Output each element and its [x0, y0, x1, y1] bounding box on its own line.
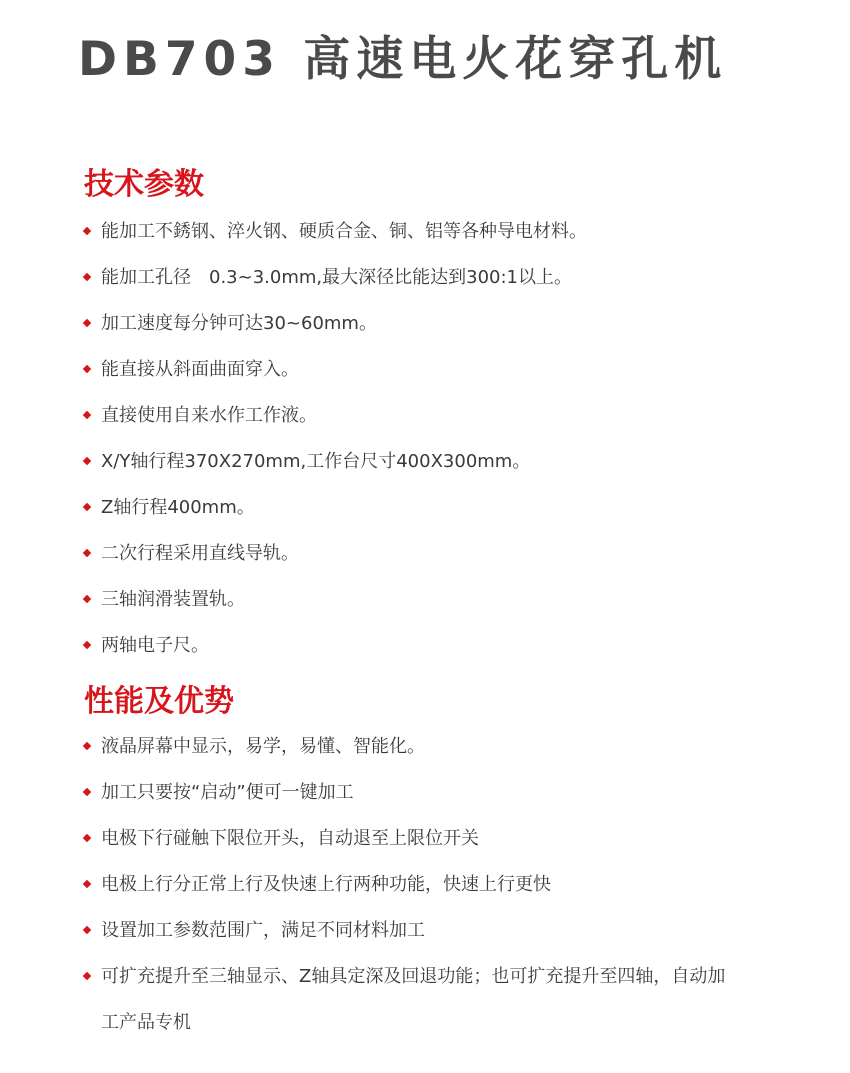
list-item-text: 能加工孔径 0.3~3.0mm,最大深径比能达到300:1以上。 [101, 267, 572, 288]
diamond-bullet-icon [83, 503, 91, 511]
list-item-text: 设置加工参数范围广，满足不同材料加工 [101, 920, 425, 941]
list-item-text: 三轴润滑装置轨。 [101, 589, 245, 610]
list-item [84, 816, 741, 862]
list-item [84, 485, 587, 531]
diamond-bullet-icon [83, 227, 91, 235]
advantages-list [84, 724, 741, 1046]
list-item-text: 加工只要按“启动”便可一键加工 [101, 782, 354, 803]
list-item [84, 623, 587, 669]
diamond-bullet-icon [83, 788, 91, 796]
diamond-bullet-icon [83, 457, 91, 465]
list-item-text: 可扩充提升至三轴显示、Z轴具定深及回退功能；也可扩充提升至四轴，自动加工产品专机 [101, 966, 726, 1033]
list-item [84, 439, 587, 485]
list-item-text: 加工速度每分钟可达30~60mm。 [101, 313, 377, 334]
list-item [84, 393, 587, 439]
diamond-bullet-icon [83, 273, 91, 281]
diamond-bullet-icon [83, 595, 91, 603]
list-item-text: 两轴电子尺。 [101, 635, 209, 656]
list-item [84, 770, 741, 816]
diamond-bullet-icon [83, 365, 91, 373]
diamond-bullet-icon [83, 319, 91, 327]
list-item [84, 255, 587, 301]
list-item-text: Z轴行程400mm。 [101, 497, 255, 518]
list-item-text: 电极上行分正常上行及快速上行两种功能，快速上行更快 [101, 874, 551, 895]
list-item-text: X/Y轴行程370X270mm,工作台尺寸400X300mm。 [101, 451, 531, 472]
page-title: DB703 高速电火花穿孔机 [78, 32, 728, 87]
list-item [84, 347, 587, 393]
list-item-text: 能直接从斜面曲面穿入。 [101, 359, 299, 380]
list-item-text: 直接使用自来水作工作液。 [101, 405, 317, 426]
diamond-bullet-icon [83, 411, 91, 419]
list-item-text: 液晶屏幕中显示，易学，易懂、智能化。 [101, 736, 425, 757]
list-item [84, 908, 741, 954]
list-item-text: 能加工不銹钢、淬火钢、硬质合金、铜、铝等各种导电材料。 [101, 221, 587, 242]
tech-params-list [84, 209, 587, 669]
list-item [84, 209, 587, 255]
list-item [84, 954, 741, 1046]
list-item-text: 电极下行碰触下限位开头，自动退至上限位开关 [101, 828, 479, 849]
diamond-bullet-icon [83, 742, 91, 750]
list-item [84, 531, 587, 577]
diamond-bullet-icon [83, 880, 91, 888]
list-item [84, 724, 741, 770]
list-item-text: 二次行程采用直线导轨。 [101, 543, 299, 564]
list-item [84, 577, 587, 623]
list-item [84, 862, 741, 908]
diamond-bullet-icon [83, 972, 91, 980]
diamond-bullet-icon [83, 641, 91, 649]
diamond-bullet-icon [83, 926, 91, 934]
section-heading-tech-params: 技术参数 [84, 167, 204, 202]
list-item [84, 301, 587, 347]
diamond-bullet-icon [83, 834, 91, 842]
section-heading-advantages: 性能及优势 [84, 684, 234, 719]
diamond-bullet-icon [83, 549, 91, 557]
